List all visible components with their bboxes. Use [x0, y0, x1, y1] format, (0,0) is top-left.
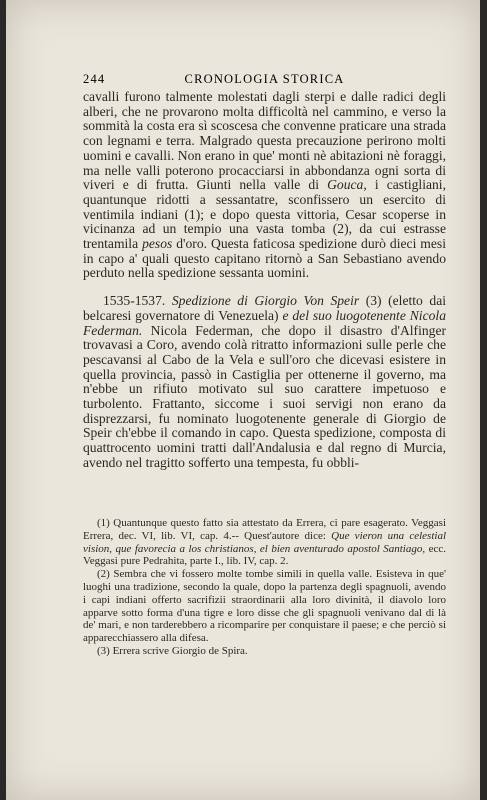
footnote-3: (3) Errera scrive Giorgio de Spira. — [97, 644, 248, 657]
currency-term: pesos — [142, 236, 173, 252]
footnote-1: (1) Quantunque questo fatto sia attestato da Errera, ci pare esagerato. Veggasi Errera, dec. VI, lib. VI, cap. 4.-- Quest'autore dice: Que vieron una celestial vision, que favorecia a los christianos, el bien aventurado apostol Santiago, ecc. Veggasi pure Pedrahita, parte I., lib. IV, cap. 2. — [83, 517, 446, 568]
paragraph-2: 1535-1537. Spedizione di Giorgio Von Speir (3) (eletto dai belcaresi governatore di Venezuela) e del suo luogotenente Nicola Federman. Nicola Federman, che dopo il disastro d'Alfinger trovavasi a Coro, avendo colà ritratto informazioni sulle perle che pescavansi al Cabo de la Vela e sull'oro che dicevasi esistere in quella provincia, passò in Castiglia per ottenerne il governo, ma n'ebbe un rifiuto motivato sul suo carattere impetuoso e turbolento. Frattanto, siccome i suoi servigi non erano da disprezzarsi, fu nominato luogotenente generale di Giorgio de Speir ch'ebbe il comando in capo. Questa spedizione, composta di quattrocento uomini tratti dall'Andalusia e dal regno di Murcia, avendo nel tragitto sofferto una tempesta, fu obbli- — [83, 293, 447, 470]
page-number: 244 — [83, 72, 106, 86]
spanish-quote: Que vieron una celestial vision, que favorecia a los christianos, el bien aventurado apostol Santiago, — [83, 529, 446, 555]
footnotes — [83, 517, 446, 658]
main-text — [83, 90, 446, 471]
section-title-continued: e del suo luogotenente Nicola Federman. — [83, 307, 446, 338]
place-name: Gouca — [327, 177, 364, 193]
footnote-2: (2) Sembra che vi fossero molte tombe simili in quella valle. Esisteva in que' luoghi una tradizione, secondo la quale, dopo la partenza degli spagnuoli, avendo i capi indiani offerto sacrifizii straordinarii alla loro divinità, il diavolo loro apparve sotto forma d'una tigre e loro disse che gli spagnuoli venivano dal di là de' mari, e non tarderebbero a ricomparire per conquistare il paese; e che perciò si apparecchiassero alla difesa. — [83, 568, 446, 645]
section-title: Spedizione di Giorgio Von Speir — [171, 293, 360, 309]
date-range: 1535-1537. — [103, 293, 172, 309]
book-page — [6, 0, 480, 800]
running-header — [83, 72, 446, 88]
running-title: CRONOLOGIA STORICA — [184, 72, 345, 86]
paragraph-1: cavalli furono talmente molestati dagli sterpi e dalle radici degli alberi, che ne provarono molta difficoltà nel cammino, e verso la sommità la costa era sì scoscesa che convenne praticare una strada con legnami e terra. Malgrado questa precauzione perirono molti uomini e cavalli. Non erano in que' monti nè abitazioni nè foraggi, ma nelle valli poterono procacciarsi in abbondanza ogni sorta di viveri e di frutta. Giunti nella valle di Gouca, i castigliani, quantunque ridotti a sessantatre, sconfissero un esercito di ventimila indiani (1); e dopo questa vittoria, Cesar scoperse in vicinanza ad un tempio una vasta tomba (2), da cui estrasse trentamila pesos d'oro. Questa faticosa spedizione durò dieci mesi in capo a' quali questo capitano ritornò a San Sebastiano avendo perduto nella spedizione sessanta uomini. — [83, 89, 446, 281]
